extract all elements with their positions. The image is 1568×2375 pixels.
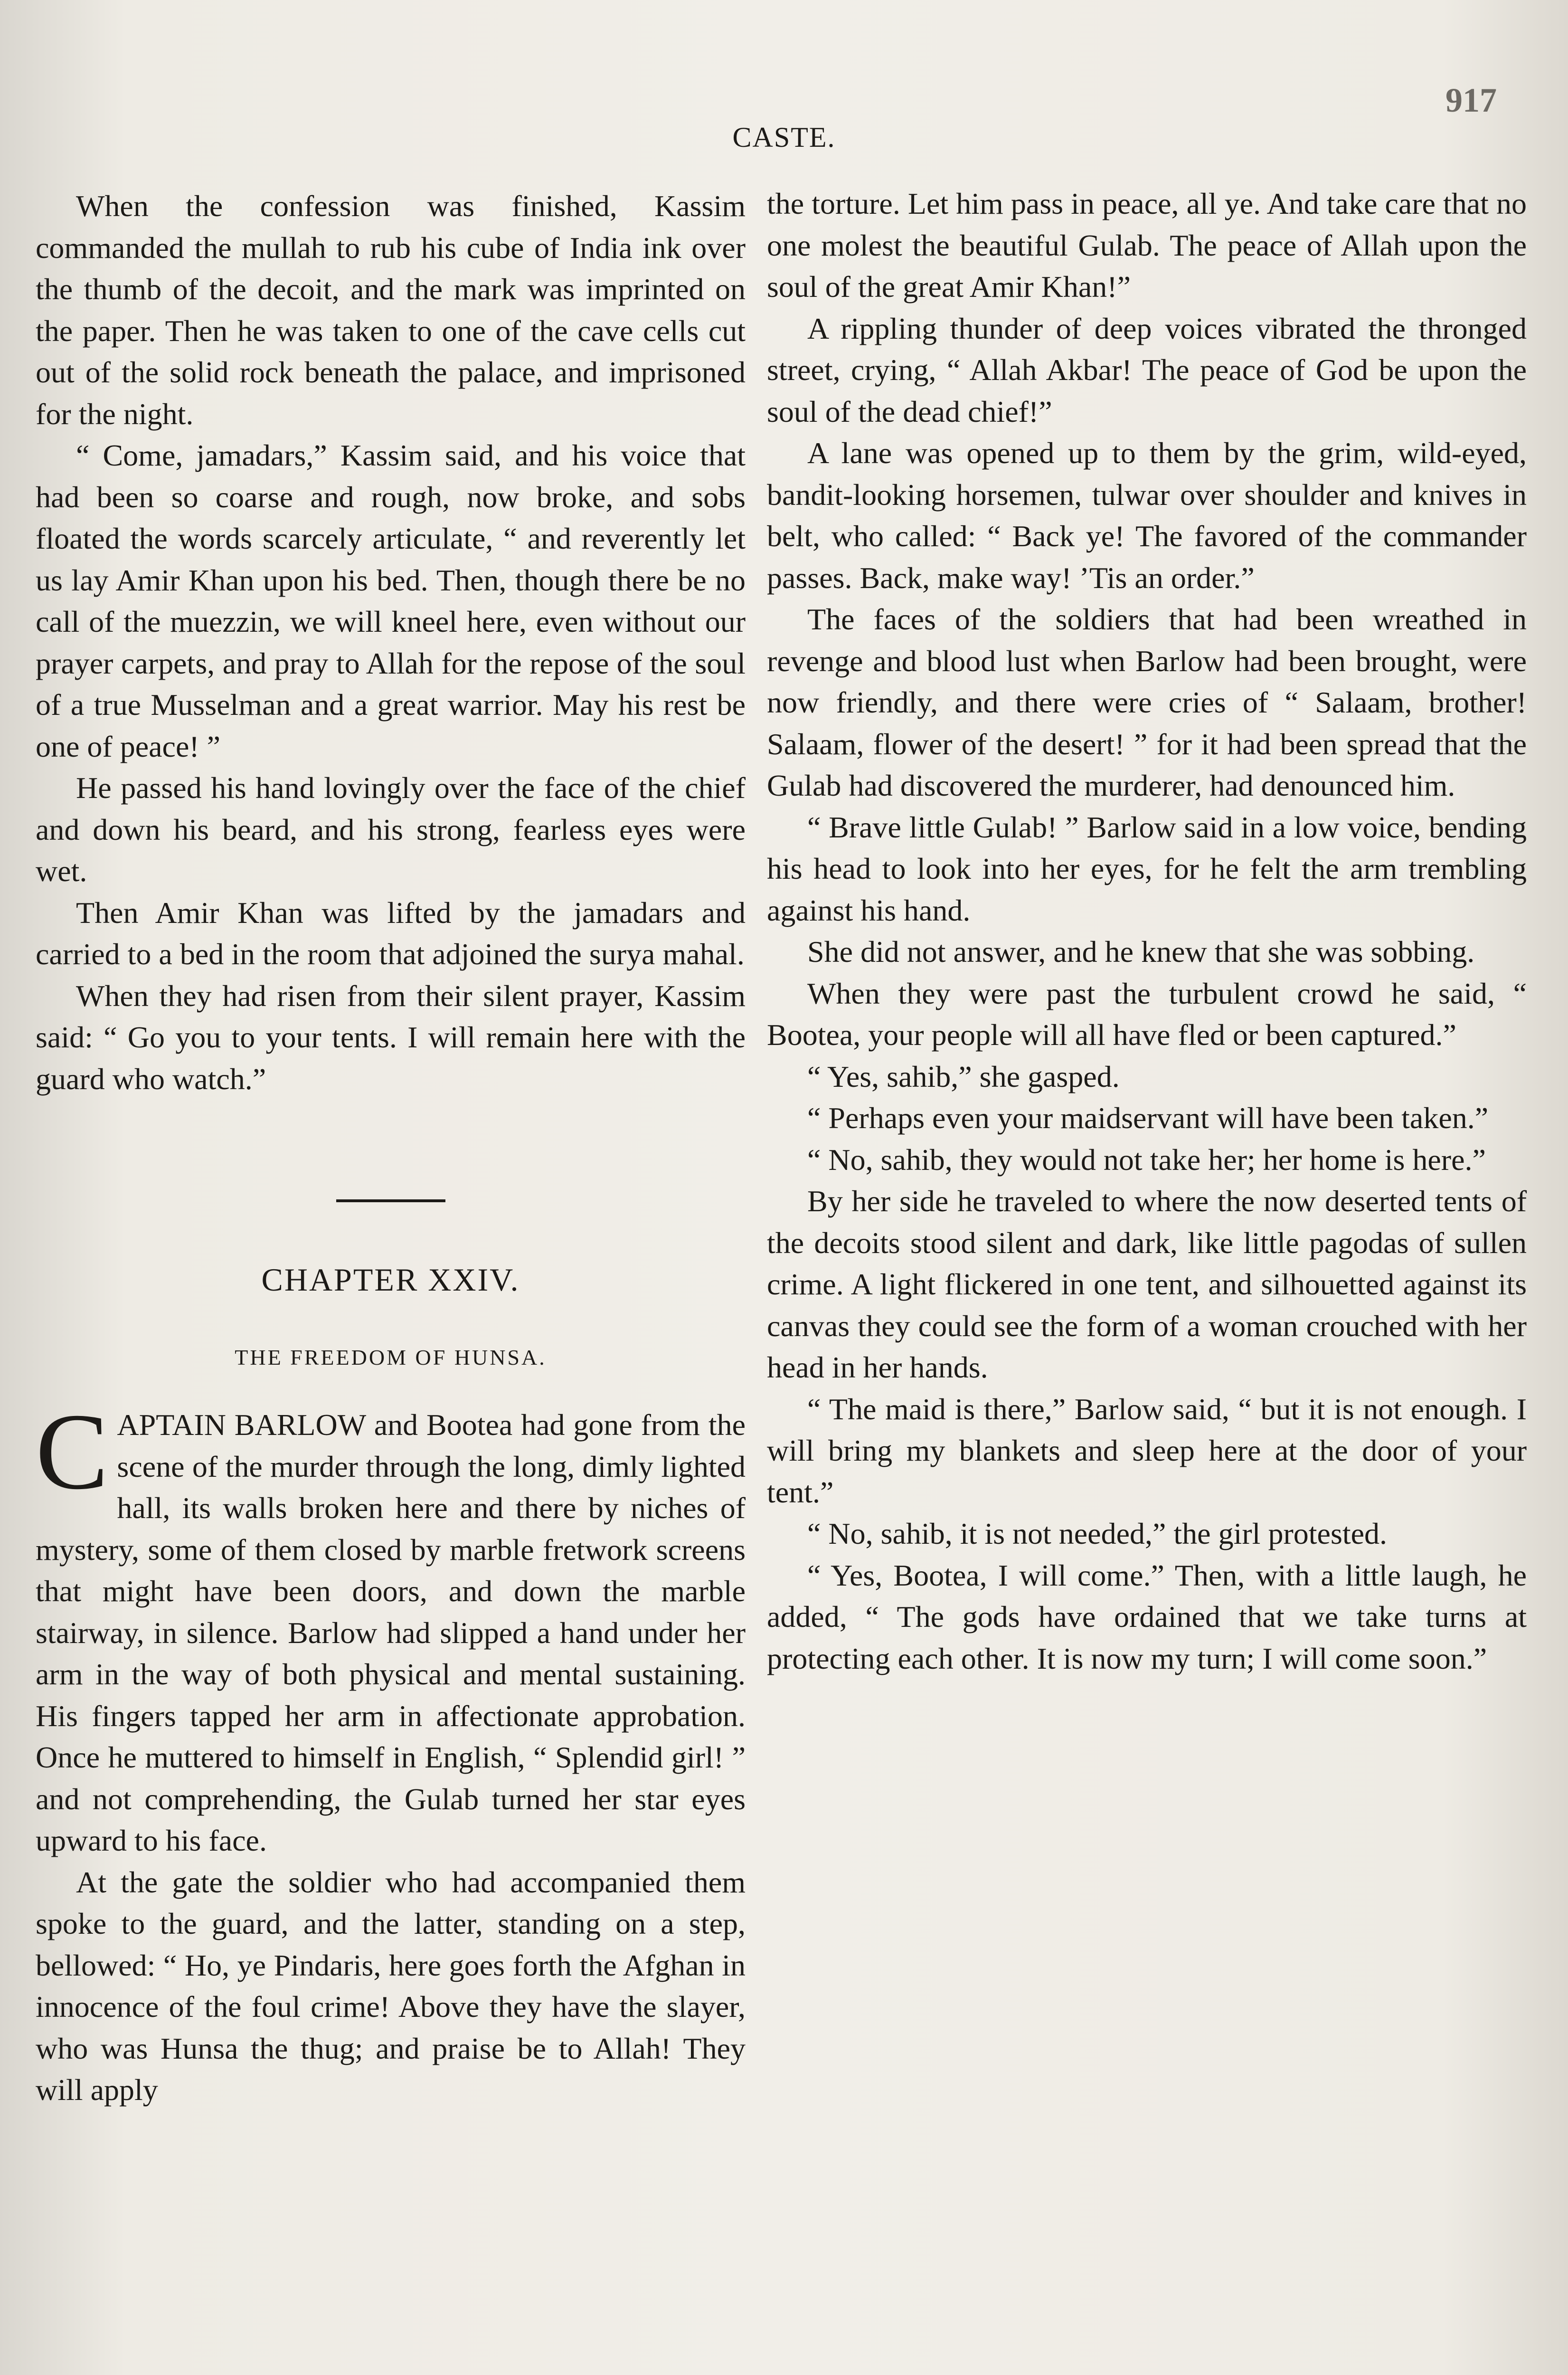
paragraph: “ Perhaps even your maidservant will have been taken.”	[807, 1101, 1489, 1135]
paragraph: He passed his hand lovingly over the face of the chief and down his beard, and his strong, fearless eyes were wet.	[36, 771, 746, 888]
paragraph: A rippling thunder of deep voices vibrated the thronged street, crying, “ Allah Akbar! The peace of God be upon the soul of the dead chief!”	[767, 311, 1527, 428]
running-head: CASTE.	[732, 122, 836, 153]
page-number: 917	[1445, 81, 1497, 119]
chapter-title: CHAPTER XXIV.	[261, 1262, 520, 1298]
paragraph: Then Amir Khan was lifted by the jamadars and carried to a bed in the room that adjoined the surya mahal.	[36, 895, 746, 971]
paragraph: She did not answer, and he knew that she was sobbing.	[807, 935, 1475, 969]
paragraph: “ Brave little Gulab! ” Barlow said in a low voice, bending his head to look into her eyes, for he felt the arm trembling against his hand.	[767, 810, 1527, 927]
chapter-opening-paragraph	[36, 1391, 746, 1862]
paragraph: When they had risen from their silent prayer, Kassim said: “ Go you to your tents. I will remain here with the guard who watch.”	[36, 978, 746, 1096]
opening-text: APTAIN BARLOW and Bootea had gone from the scene of the murder through the long, dimly lighted hall, its walls broken here and there by niches of mystery, some of them closed by marble fretwork screens that might have been doors, and down the marble stairway, in silence. Barlow had slipped a hand under her arm in the way of both physical and mental sustaining. His fingers tapped her arm in affectionate approbation. Once he muttered to himself in English, “ Splendid girl! ” and not comprehending, the Gulab turned her star eyes upward to his face.	[36, 1408, 746, 1857]
left-column	[36, 185, 746, 2111]
paragraph: When they were past the turbulent crowd he said, “ Bootea, your people will all have fled or been captured.”	[767, 976, 1527, 1052]
drop-cap: C	[36, 1391, 109, 1512]
paragraph: “ No, sahib, it is not needed,” the girl protested.	[807, 1517, 1388, 1550]
paragraph: When the confession was finished, Kassim commanded the mullah to rub his cube of India ink over the thumb of the decoit, and the mark was imprinted on the paper. Then he was taken to one of the cave cells cut out of the solid rock beneath the palace, and imprisoned for the night.	[36, 189, 746, 431]
paragraph: By her side he traveled to where the now deserted tents of the decoits stood silent and dark, like little pagodas of sullen crime. A light flickered in one tent, and silhouetted against its canvas they could see the form of a woman crouched with her head in her hands.	[767, 1184, 1527, 1384]
paragraph: At the gate the soldier who had accompanied them spoke to the guard, and the latter, standing on a step, bellowed: “ Ho, ye Pindaris, here goes forth the Afghan in innocence of the foul crime! Above they have the slayer, who was Hunsa the thug; and praise be to Allah! They will apply	[36, 1865, 746, 2107]
chapter-subtitle: THE FREEDOM OF HUNSA.	[235, 1345, 547, 1369]
right-column	[767, 183, 1527, 1679]
paragraph: The faces of the soldiers that had been wreathed in revenge and blood lust when Barlow had been brought, were now friendly, and there were cries of “ Salaam, brother! Salaam, flower of the desert! ” for it had been spread that the Gulab had discovered the murderer, had denounced him.	[767, 602, 1527, 802]
paragraph: “ Yes, Bootea, I will come.” Then, with a little laugh, he added, “ The gods have ordained that we take turns at protecting each other. It is now my turn; I will come soon.”	[767, 1558, 1527, 1675]
paragraph: “ No, sahib, they would not take her; her home is here.”	[807, 1142, 1486, 1177]
paragraph: “ The maid is there,” Barlow said, “ but it is not enough. I will bring my blankets and sleep here at the door of your tent.”	[767, 1392, 1527, 1509]
paragraph: “ Yes, sahib,” she gasped.	[807, 1059, 1120, 1093]
continued-paragraph: the torture. Let him pass in peace, all ye. And take care that no one molest the beautiful Gulab. The peace of Allah upon the soul of the great Amir Khan!”	[767, 187, 1527, 304]
paragraph: A lane was opened up to them by the grim, wild-eyed, bandit-looking horsemen, tulwar over shoulder and knives in belt, who called: “ Back ye! The favored of the commander passes. Back, make way! ’Tis an order.”	[767, 436, 1527, 595]
paragraph: “ Come, jamadars,” Kassim said, and his voice that had been so coarse and rough, now broke, and sobs floated the words scarcely articulate, “ and reverently let us lay Amir Khan upon his bed. Then, though there be no call of the muezzin, we will kneel here, even without our prayer carpets, and pray to Allah for the repose of the soul of a true Musselman and a great warrior. May his rest be one of peace! ”	[36, 438, 746, 763]
section-divider	[336, 1199, 445, 1202]
